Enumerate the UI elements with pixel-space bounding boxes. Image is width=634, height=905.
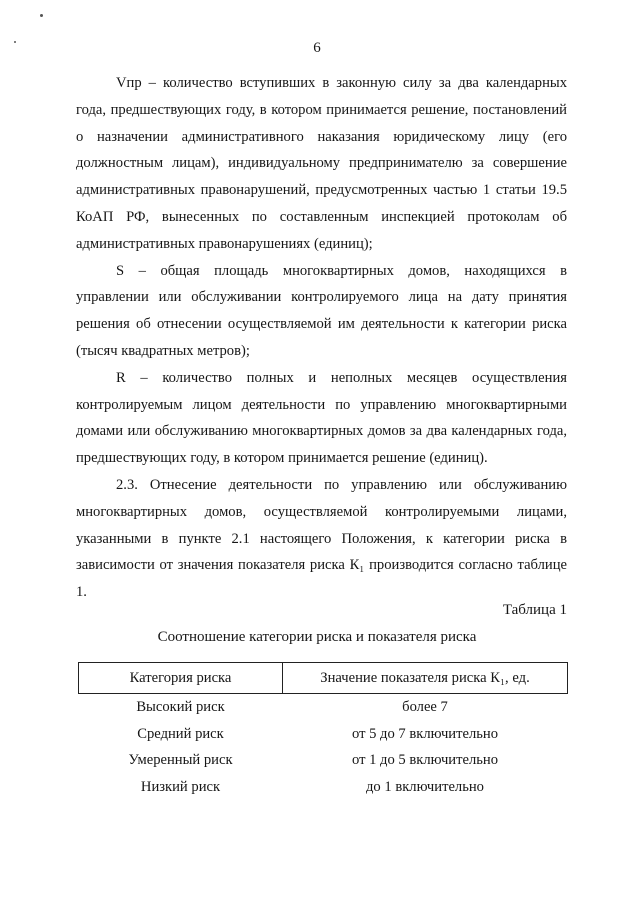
cell-value: от 1 до 5 включительно — [351, 752, 499, 769]
table-caption: Таблица 1 — [502, 602, 567, 618]
table-row — [79, 748, 568, 775]
page-number: 6 — [313, 40, 321, 56]
table-row — [79, 721, 568, 748]
cell-category: Умеренный риск — [128, 752, 233, 769]
paragraph-2-3: 2.3. Отнесение деятельности по управлению или обслуживанию многоквартирных домов, осуществляемой контролируемыми лицами, указанными в пункте 2.1 настоящего Положения, к категории риска в зависимости от значения показателя риска К₁ производится согласно таблице 1. — [76, 476, 567, 601]
header-value: Значение показателя риска К₁, ед. — [283, 663, 568, 694]
cell-value: до 1 включительно — [366, 779, 484, 796]
cell-category: Низкий риск — [140, 779, 221, 796]
table-row — [79, 694, 568, 721]
table-header-row — [79, 663, 568, 694]
header-category: Категория риска — [79, 663, 283, 694]
cell-category: Высокий риск — [136, 698, 225, 715]
paragraph-vpr: Vпр – количество вступивших в законную силу за два календарных года, предшествующих году, в котором принимается решение, постановлений о назначении административного наказания юридическому лицу (его должностным лицам), индивидуальному предпринимателю за совершение административных правонарушений, предусмотренных частью 1 статьи 19.5 КоАП РФ, вынесенных по составленным инспекцией протоколам об административных правонарушениях (единиц); — [76, 75, 567, 252]
risk-table — [78, 662, 568, 801]
paragraph-r: R – количество полных и неполных месяцев осуществления контролируемым лицом деятельности по управлению многоквартирными домами или обслуживанию многоквартирных домов за два календарных года, предшествующих году, в котором принимается решение (единиц). — [76, 369, 567, 467]
scan-speck — [40, 14, 43, 17]
paragraph-s: S – общая площадь многоквартирных домов, находящихся в управлении или обслуживании контролируемого лица на дату принятия решения об отнесении осуществляемой им деятельности к категории риска (тысяч квадратных метров); — [76, 262, 567, 359]
body-text — [76, 70, 567, 606]
table-row — [79, 774, 568, 801]
cell-category: Средний риск — [137, 725, 224, 742]
table-title: Соотношение категории риска и показателя риска — [157, 629, 477, 645]
cell-value: от 5 до 7 включительно — [351, 725, 499, 742]
cell-value: более 7 — [402, 698, 448, 715]
